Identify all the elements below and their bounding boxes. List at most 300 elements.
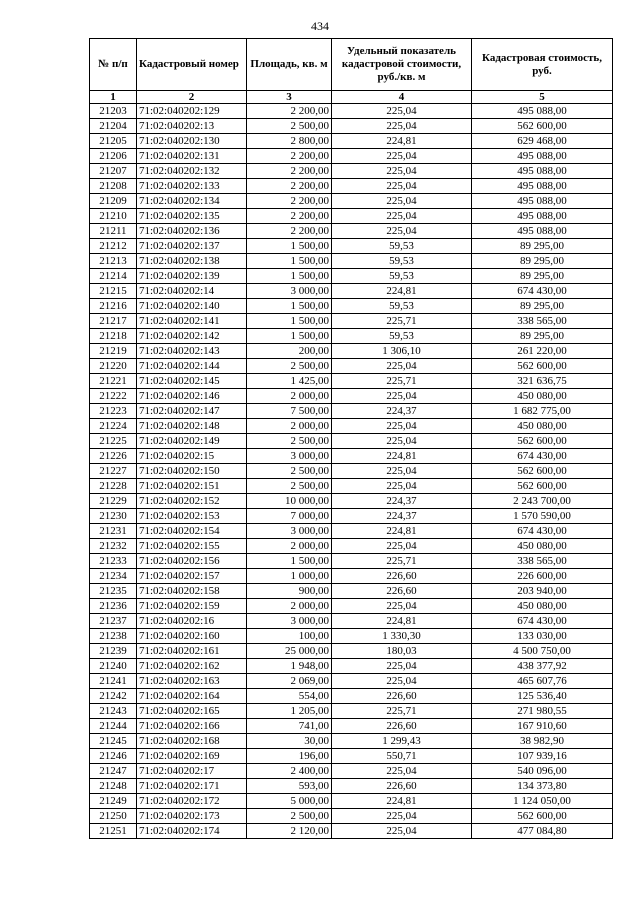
table-row (90, 329, 613, 344)
table-row (90, 464, 613, 479)
row-number-cell: 21233 (90, 554, 137, 569)
table-row (90, 779, 613, 794)
cadastral-number-cell: 71:02:040202:129 (137, 104, 247, 119)
cadastral-value-cell: 226 600,00 (472, 569, 613, 584)
table-row (90, 374, 613, 389)
cadastral-value-cell: 89 295,00 (472, 329, 613, 344)
specific-value-cell: 225,04 (332, 659, 472, 674)
specific-value-cell: 225,04 (332, 434, 472, 449)
table-row (90, 659, 613, 674)
row-number-cell: 21243 (90, 704, 137, 719)
specific-value-cell: 224,81 (332, 284, 472, 299)
cadastral-number-cell: 71:02:040202:166 (137, 719, 247, 734)
column-number: 1 (90, 91, 137, 104)
specific-value-cell: 1 306,10 (332, 344, 472, 359)
cadastral-number-cell: 71:02:040202:17 (137, 764, 247, 779)
specific-value-cell: 225,04 (332, 824, 472, 839)
cadastral-number-cell: 71:02:040202:174 (137, 824, 247, 839)
specific-value-cell: 1 299,43 (332, 734, 472, 749)
row-number-cell: 21246 (90, 749, 137, 764)
area-cell: 2 500,00 (247, 809, 332, 824)
table-row (90, 479, 613, 494)
cadastral-value-cell: 540 096,00 (472, 764, 613, 779)
cadastral-number-cell: 71:02:040202:151 (137, 479, 247, 494)
row-number-cell: 21247 (90, 764, 137, 779)
area-cell: 2 200,00 (247, 179, 332, 194)
specific-value-cell: 224,81 (332, 449, 472, 464)
table-row (90, 794, 613, 809)
row-number-cell: 21228 (90, 479, 137, 494)
area-cell: 7 500,00 (247, 404, 332, 419)
header-cadastral-number: Кадастровый номер (137, 39, 247, 91)
specific-value-cell: 59,53 (332, 239, 472, 254)
table-row (90, 389, 613, 404)
specific-value-cell: 225,04 (332, 674, 472, 689)
cadastral-number-cell: 71:02:040202:140 (137, 299, 247, 314)
row-number-cell: 21238 (90, 629, 137, 644)
area-cell: 1 500,00 (247, 314, 332, 329)
cadastral-value-cell: 450 080,00 (472, 599, 613, 614)
cadastral-number-cell: 71:02:040202:15 (137, 449, 247, 464)
table-row (90, 284, 613, 299)
cadastral-number-cell: 71:02:040202:163 (137, 674, 247, 689)
cadastral-value-cell: 674 430,00 (472, 284, 613, 299)
cadastral-number-cell: 71:02:040202:135 (137, 209, 247, 224)
cadastral-value-cell: 495 088,00 (472, 209, 613, 224)
cadastral-value-cell: 562 600,00 (472, 434, 613, 449)
specific-value-cell: 224,37 (332, 404, 472, 419)
cadastral-number-cell: 71:02:040202:162 (137, 659, 247, 674)
area-cell: 1 500,00 (247, 329, 332, 344)
cadastral-value-cell: 133 030,00 (472, 629, 613, 644)
row-number-cell: 21214 (90, 269, 137, 284)
area-cell: 1 500,00 (247, 554, 332, 569)
area-cell: 2 000,00 (247, 419, 332, 434)
cadastral-number-cell: 71:02:040202:169 (137, 749, 247, 764)
specific-value-cell: 225,04 (332, 419, 472, 434)
table-row (90, 734, 613, 749)
table-row (90, 809, 613, 824)
area-cell: 2 200,00 (247, 149, 332, 164)
cadastral-value-cell: 465 607,76 (472, 674, 613, 689)
cadastral-number-cell: 71:02:040202:153 (137, 509, 247, 524)
table-row (90, 224, 613, 239)
row-number-cell: 21229 (90, 494, 137, 509)
table-row (90, 419, 613, 434)
column-number: 5 (472, 91, 613, 104)
table-row (90, 749, 613, 764)
row-number-cell: 21227 (90, 464, 137, 479)
cadastral-number-cell: 71:02:040202:156 (137, 554, 247, 569)
cadastral-value-cell: 338 565,00 (472, 314, 613, 329)
cadastral-value-cell: 89 295,00 (472, 239, 613, 254)
area-cell: 2 120,00 (247, 824, 332, 839)
cadastral-number-cell: 71:02:040202:144 (137, 359, 247, 374)
row-number-cell: 21203 (90, 104, 137, 119)
column-number-row (90, 91, 613, 104)
table-row (90, 344, 613, 359)
cadastral-number-cell: 71:02:040202:148 (137, 419, 247, 434)
row-number-cell: 21208 (90, 179, 137, 194)
table-row (90, 629, 613, 644)
cadastral-value-cell: 562 600,00 (472, 119, 613, 134)
table-row (90, 134, 613, 149)
cadastral-number-cell: 71:02:040202:137 (137, 239, 247, 254)
specific-value-cell: 550,71 (332, 749, 472, 764)
area-cell: 100,00 (247, 629, 332, 644)
specific-value-cell: 224,81 (332, 794, 472, 809)
table-row (90, 269, 613, 284)
specific-value-cell: 224,37 (332, 494, 472, 509)
cadastral-value-cell: 1 570 590,00 (472, 509, 613, 524)
specific-value-cell: 225,04 (332, 194, 472, 209)
row-number-cell: 21225 (90, 434, 137, 449)
cadastral-value-cell: 562 600,00 (472, 809, 613, 824)
table-row (90, 299, 613, 314)
cadastral-number-cell: 71:02:040202:161 (137, 644, 247, 659)
row-number-cell: 21230 (90, 509, 137, 524)
table-row (90, 689, 613, 704)
cadastral-value-cell: 38 982,90 (472, 734, 613, 749)
row-number-cell: 21213 (90, 254, 137, 269)
cadastral-number-cell: 71:02:040202:155 (137, 539, 247, 554)
row-number-cell: 21212 (90, 239, 137, 254)
row-number-cell: 21219 (90, 344, 137, 359)
area-cell: 2 500,00 (247, 479, 332, 494)
row-number-cell: 21217 (90, 314, 137, 329)
cadastral-number-cell: 71:02:040202:165 (137, 704, 247, 719)
row-number-cell: 21241 (90, 674, 137, 689)
specific-value-cell: 225,04 (332, 119, 472, 134)
specific-value-cell: 225,71 (332, 554, 472, 569)
table-row (90, 434, 613, 449)
area-cell: 900,00 (247, 584, 332, 599)
table-row (90, 404, 613, 419)
specific-value-cell: 225,04 (332, 359, 472, 374)
area-cell: 30,00 (247, 734, 332, 749)
row-number-cell: 21215 (90, 284, 137, 299)
area-cell: 200,00 (247, 344, 332, 359)
column-number: 4 (332, 91, 472, 104)
cadastral-value-cell: 674 430,00 (472, 449, 613, 464)
area-cell: 25 000,00 (247, 644, 332, 659)
area-cell: 2 000,00 (247, 539, 332, 554)
specific-value-cell: 225,04 (332, 539, 472, 554)
area-cell: 741,00 (247, 719, 332, 734)
row-number-cell: 21237 (90, 614, 137, 629)
cadastral-number-cell: 71:02:040202:157 (137, 569, 247, 584)
header-cadastral-value: Кадастровая стоимость, руб. (472, 39, 613, 91)
row-number-cell: 21224 (90, 419, 137, 434)
specific-value-cell: 226,60 (332, 689, 472, 704)
table-row (90, 179, 613, 194)
specific-value-cell: 59,53 (332, 269, 472, 284)
cadastral-number-cell: 71:02:040202:146 (137, 389, 247, 404)
page-number: 434 (311, 19, 329, 33)
area-cell: 2 200,00 (247, 194, 332, 209)
table-row (90, 719, 613, 734)
specific-value-cell: 225,04 (332, 104, 472, 119)
cadastral-number-cell: 71:02:040202:138 (137, 254, 247, 269)
area-cell: 1 948,00 (247, 659, 332, 674)
column-number: 2 (137, 91, 247, 104)
cadastral-number-cell: 71:02:040202:145 (137, 374, 247, 389)
cadastral-number-cell: 71:02:040202:143 (137, 344, 247, 359)
cadastral-value-cell: 1 682 775,00 (472, 404, 613, 419)
area-cell: 1 500,00 (247, 254, 332, 269)
specific-value-cell: 226,60 (332, 569, 472, 584)
cadastral-number-cell: 71:02:040202:136 (137, 224, 247, 239)
header-row-number: № п/п (90, 39, 137, 91)
header-specific-value: Удельный показатель кадастровой стоимости, руб./кв. м (332, 39, 472, 91)
specific-value-cell: 225,04 (332, 764, 472, 779)
cadastral-value-cell: 450 080,00 (472, 419, 613, 434)
table-row (90, 704, 613, 719)
specific-value-cell: 225,04 (332, 164, 472, 179)
row-number-cell: 21205 (90, 134, 137, 149)
cadastral-number-cell: 71:02:040202:159 (137, 599, 247, 614)
table-row (90, 554, 613, 569)
cadastral-number-cell: 71:02:040202:132 (137, 164, 247, 179)
cadastral-number-cell: 71:02:040202:133 (137, 179, 247, 194)
specific-value-cell: 226,60 (332, 584, 472, 599)
area-cell: 10 000,00 (247, 494, 332, 509)
area-cell: 2 069,00 (247, 674, 332, 689)
area-cell: 1 500,00 (247, 299, 332, 314)
table-row (90, 164, 613, 179)
cadastral-value-cell: 674 430,00 (472, 614, 613, 629)
table-row (90, 314, 613, 329)
area-cell: 196,00 (247, 749, 332, 764)
area-cell: 2 500,00 (247, 359, 332, 374)
table-row (90, 524, 613, 539)
area-cell: 2 500,00 (247, 434, 332, 449)
row-number-cell: 21206 (90, 149, 137, 164)
area-cell: 1 500,00 (247, 239, 332, 254)
cadastral-number-cell: 71:02:040202:173 (137, 809, 247, 824)
row-number-cell: 21248 (90, 779, 137, 794)
row-number-cell: 21216 (90, 299, 137, 314)
row-number-cell: 21221 (90, 374, 137, 389)
cadastral-value-cell: 125 536,40 (472, 689, 613, 704)
specific-value-cell: 225,04 (332, 809, 472, 824)
area-cell: 3 000,00 (247, 614, 332, 629)
area-cell: 2 800,00 (247, 134, 332, 149)
cadastral-value-cell: 450 080,00 (472, 539, 613, 554)
area-cell: 2 000,00 (247, 599, 332, 614)
cadastral-value-cell: 321 636,75 (472, 374, 613, 389)
row-number-cell: 21232 (90, 539, 137, 554)
cadastral-number-cell: 71:02:040202:168 (137, 734, 247, 749)
area-cell: 2 200,00 (247, 209, 332, 224)
cadastral-number-cell: 71:02:040202:152 (137, 494, 247, 509)
row-number-cell: 21244 (90, 719, 137, 734)
specific-value-cell: 59,53 (332, 254, 472, 269)
cadastral-value-cell: 2 243 700,00 (472, 494, 613, 509)
cadastral-number-cell: 71:02:040202:164 (137, 689, 247, 704)
table-row (90, 644, 613, 659)
row-number-cell: 21240 (90, 659, 137, 674)
row-number-cell: 21209 (90, 194, 137, 209)
row-number-cell: 21251 (90, 824, 137, 839)
cadastral-value-cell: 495 088,00 (472, 164, 613, 179)
table-row (90, 824, 613, 839)
table-row (90, 449, 613, 464)
area-cell: 2 000,00 (247, 389, 332, 404)
specific-value-cell: 225,71 (332, 314, 472, 329)
cadastral-value-cell: 167 910,60 (472, 719, 613, 734)
specific-value-cell: 225,71 (332, 374, 472, 389)
cadastral-number-cell: 71:02:040202:14 (137, 284, 247, 299)
cadastral-value-cell: 89 295,00 (472, 254, 613, 269)
row-number-cell: 21218 (90, 329, 137, 344)
specific-value-cell: 225,04 (332, 149, 472, 164)
cadastral-value-cell: 562 600,00 (472, 464, 613, 479)
row-number-cell: 21231 (90, 524, 137, 539)
area-cell: 2 200,00 (247, 224, 332, 239)
specific-value-cell: 59,53 (332, 299, 472, 314)
cadastral-number-cell: 71:02:040202:134 (137, 194, 247, 209)
specific-value-cell: 224,81 (332, 614, 472, 629)
cadastral-value-cell: 562 600,00 (472, 479, 613, 494)
row-number-cell: 21236 (90, 599, 137, 614)
area-cell: 7 000,00 (247, 509, 332, 524)
cadastral-value-cell: 261 220,00 (472, 344, 613, 359)
row-number-cell: 21245 (90, 734, 137, 749)
row-number-cell: 21211 (90, 224, 137, 239)
table-row (90, 254, 613, 269)
specific-value-cell: 226,60 (332, 719, 472, 734)
cadastral-value-cell: 495 088,00 (472, 194, 613, 209)
cadastral-number-cell: 71:02:040202:150 (137, 464, 247, 479)
cadastral-value-cell: 89 295,00 (472, 299, 613, 314)
row-number-cell: 21242 (90, 689, 137, 704)
row-number-cell: 21222 (90, 389, 137, 404)
specific-value-cell: 1 330,30 (332, 629, 472, 644)
area-cell: 2 500,00 (247, 464, 332, 479)
row-number-cell: 21204 (90, 119, 137, 134)
cadastral-number-cell: 71:02:040202:171 (137, 779, 247, 794)
cadastral-value-cell: 1 124 050,00 (472, 794, 613, 809)
cadastral-number-cell: 71:02:040202:13 (137, 119, 247, 134)
table-row (90, 359, 613, 374)
cadastral-number-cell: 71:02:040202:131 (137, 149, 247, 164)
table-row (90, 599, 613, 614)
area-cell: 3 000,00 (247, 449, 332, 464)
table-row (90, 239, 613, 254)
area-cell: 1 500,00 (247, 269, 332, 284)
area-cell: 554,00 (247, 689, 332, 704)
row-number-cell: 21207 (90, 164, 137, 179)
specific-value-cell: 59,53 (332, 329, 472, 344)
cadastral-value-cell: 495 088,00 (472, 149, 613, 164)
table-row (90, 584, 613, 599)
area-cell: 2 200,00 (247, 164, 332, 179)
area-cell: 3 000,00 (247, 524, 332, 539)
specific-value-cell: 225,04 (332, 389, 472, 404)
area-cell: 593,00 (247, 779, 332, 794)
table-row (90, 569, 613, 584)
cadastral-value-cell: 477 084,80 (472, 824, 613, 839)
specific-value-cell: 225,71 (332, 704, 472, 719)
cadastral-number-cell: 71:02:040202:172 (137, 794, 247, 809)
specific-value-cell: 225,04 (332, 599, 472, 614)
area-cell: 5 000,00 (247, 794, 332, 809)
specific-value-cell: 225,04 (332, 179, 472, 194)
row-number-cell: 21226 (90, 449, 137, 464)
table-body (90, 104, 613, 839)
cadastral-value-cell: 4 500 750,00 (472, 644, 613, 659)
row-number-cell: 21220 (90, 359, 137, 374)
specific-value-cell: 224,81 (332, 524, 472, 539)
specific-value-cell: 225,04 (332, 209, 472, 224)
cadastral-value-cell: 495 088,00 (472, 179, 613, 194)
row-number-cell: 21210 (90, 209, 137, 224)
specific-value-cell: 180,03 (332, 644, 472, 659)
row-number-cell: 21234 (90, 569, 137, 584)
cadastral-value-cell: 495 088,00 (472, 104, 613, 119)
cadastral-value-cell: 203 940,00 (472, 584, 613, 599)
specific-value-cell: 224,81 (332, 134, 472, 149)
table-row (90, 104, 613, 119)
cadastral-number-cell: 71:02:040202:158 (137, 584, 247, 599)
table-row (90, 614, 613, 629)
row-number-cell: 21235 (90, 584, 137, 599)
cadastral-number-cell: 71:02:040202:142 (137, 329, 247, 344)
table-row (90, 674, 613, 689)
table-row (90, 539, 613, 554)
specific-value-cell: 225,04 (332, 479, 472, 494)
area-cell: 1 205,00 (247, 704, 332, 719)
cadastral-number-cell: 71:02:040202:160 (137, 629, 247, 644)
specific-value-cell: 224,37 (332, 509, 472, 524)
header-row (90, 39, 613, 91)
cadastral-value-table (89, 38, 613, 839)
cadastral-value-cell: 450 080,00 (472, 389, 613, 404)
cadastral-value-cell: 629 468,00 (472, 134, 613, 149)
cadastral-value-cell: 674 430,00 (472, 524, 613, 539)
table-row (90, 119, 613, 134)
area-cell: 1 425,00 (247, 374, 332, 389)
area-cell: 3 000,00 (247, 284, 332, 299)
cadastral-number-cell: 71:02:040202:149 (137, 434, 247, 449)
table-row (90, 209, 613, 224)
cadastral-value-cell: 562 600,00 (472, 359, 613, 374)
cadastral-number-cell: 71:02:040202:154 (137, 524, 247, 539)
area-cell: 2 500,00 (247, 119, 332, 134)
cadastral-number-cell: 71:02:040202:16 (137, 614, 247, 629)
cadastral-number-cell: 71:02:040202:139 (137, 269, 247, 284)
table-row (90, 494, 613, 509)
area-cell: 1 000,00 (247, 569, 332, 584)
cadastral-value-cell: 107 939,16 (472, 749, 613, 764)
row-number-cell: 21250 (90, 809, 137, 824)
cadastral-value-cell: 89 295,00 (472, 269, 613, 284)
specific-value-cell: 225,04 (332, 224, 472, 239)
specific-value-cell: 226,60 (332, 779, 472, 794)
cadastral-value-cell: 438 377,92 (472, 659, 613, 674)
row-number-cell: 21249 (90, 794, 137, 809)
cadastral-value-cell: 495 088,00 (472, 224, 613, 239)
table-row (90, 764, 613, 779)
table-row (90, 509, 613, 524)
specific-value-cell: 225,04 (332, 464, 472, 479)
cadastral-value-cell: 338 565,00 (472, 554, 613, 569)
area-cell: 2 400,00 (247, 764, 332, 779)
table-row (90, 194, 613, 209)
row-number-cell: 21223 (90, 404, 137, 419)
header-area: Площадь, кв. м (247, 39, 332, 91)
